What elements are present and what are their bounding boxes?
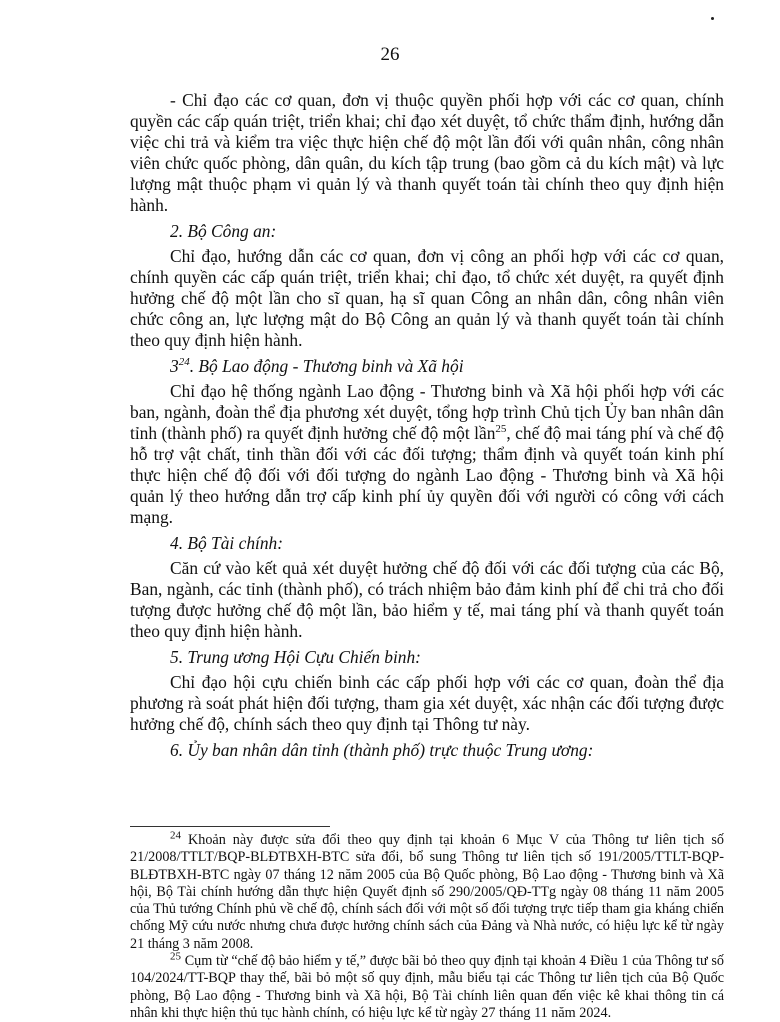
footnote-number: 25 bbox=[170, 950, 181, 963]
footnote-ref[interactable]: 25 bbox=[495, 423, 507, 436]
paragraph-text: , chế độ mai táng phí và chế độ hỗ trợ vật chất, tinh thần đối với các đối tượng; thẩm định và quyết toán kinh phí thực hiện chế độ đối với đối tượng do ngành Lao động - Thương binh và Xã hội quản lý theo hướng dẫn trợ cấp kinh phí ủy quyền đối với người có công với cách mạng. bbox=[130, 423, 724, 527]
paragraph: Chỉ đạo hội cựu chiến binh các cấp phối hợp với các cơ quan, đoàn thể địa phương rà soát phát hiện đối tượng, tham gia xét duyệt, xác nhận các đối tượng được hưởng chế độ, chính sách theo quy định tại Thông tư này. bbox=[130, 672, 724, 734]
footnote-text: Cụm từ “chế độ bảo hiểm y tế,” được bãi bỏ theo quy định tại khoản 4 Điều 1 của Thông tư số 104/2024/TT-BQP thay thế, bãi bỏ một số quy định, mẫu biểu tại các Thông tư liên tịch của Bộ Quốc phòng, Bộ Lao động - Thương binh và Xã hội, Bộ Tài chính liên quan đến việc kê khai thông tin cá nhân khi thực hiện thủ tục hành chính, có hiệu lực kể từ ngày 27 tháng 11 năm 2024. bbox=[130, 953, 724, 1021]
paragraph: - Chỉ đạo các cơ quan, đơn vị thuộc quyền phối hợp với các cơ quan, chính quyền các cấp quán triệt, triển khai; chỉ đạo xét duyệt, tổ chức thẩm định, hướng dẫn việc chi trả và kiểm tra việc thực hiện chế độ một lần đối với quân nhân, công nhân viên chức quốc phòng, dân quân, du kích tập trung (bao gồm cả du kích mật) và lực lượng mật thuộc phạm vi quản lý và thanh quyết toán tài chính theo quy định hiện hành. bbox=[130, 90, 724, 215]
footnote bbox=[130, 829, 724, 953]
footnote-divider bbox=[130, 826, 330, 827]
footnote-number: 24 bbox=[170, 829, 181, 842]
section-heading: 2. Bộ Công an: bbox=[170, 221, 277, 241]
section-heading bbox=[130, 356, 724, 377]
paragraph: Chỉ đạo, hướng dẫn các cơ quan, đơn vị công an phối hợp với các cơ quan, chính quyền các cấp quán triệt, triển khai; chỉ đạo, tổ chức xét duyệt, ra quyết định hưởng chế độ một lần cho sĩ quan, hạ sĩ quan Công an nhân dân, công nhân viên chức công an, lực lượng mật do Bộ Công an quản lý và thanh quyết toán tài chính theo quy định hiện hành. bbox=[130, 246, 724, 350]
paragraph-text: Chỉ đạo hệ thống ngành Lao động - Thương binh và Xã hội phối hợp với các ban, ngành, đoàn thể địa phương xét duyệt, tổng hợp trình Chủ tịch Ủy ban nhân dân tỉnh (thành phố) ra quyết định hưởng chế độ một lần bbox=[130, 381, 724, 443]
scan-mark bbox=[711, 17, 714, 20]
footnote-text: Khoản này được sửa đổi theo quy định tại khoản 6 Mục V của Thông tư liên tịch số 21/2008/TTLT/BQP-BLĐTBXH-BTC sửa đổi, bổ sung Thông tư liên tịch số 191/2005/TTLT-BQP-BLĐTBXH-BTC ngày 07 tháng 12 năm 2005 của Bộ Quốc phòng, Bộ Lao động - Thương binh và Xã hội, Bộ Tài chính hướng dẫn thực hiện Quyết định số 290/2005/QĐ-TTg ngày 08 tháng 11 năm 2005 của Thủ tướng Chính phủ về chế độ, chính sách đối với một số đối tượng trực tiếp tham gia kháng chiến chống Mỹ cứu nước nhưng chưa được hưởng chính sách của Đảng và Nhà nước, có hiệu lực kể từ ngày 21 tháng 3 năm 2008. bbox=[130, 832, 724, 952]
footnote bbox=[130, 950, 724, 1022]
page-number: 26 bbox=[380, 44, 400, 65]
section-heading: 4. Bộ Tài chính: bbox=[170, 533, 284, 553]
paragraph: Căn cứ vào kết quả xét duyệt hưởng chế độ đối với các đối tượng của các Bộ, Ban, ngành, các tỉnh (thành phố), có trách nhiệm bảo đảm kinh phí để chi trả cho đối tượng được hưởng chế độ một lần, bảo hiểm y tế, mai táng phí và thanh quyết toán theo quy định hiện hành. bbox=[130, 558, 724, 641]
footnote-ref[interactable]: 24 bbox=[178, 356, 190, 369]
section-heading: 6. Ủy ban nhân dân tỉnh (thành phố) trực thuộc Trung ương: bbox=[170, 740, 594, 760]
section-heading: 5. Trung ương Hội Cựu Chiến binh: bbox=[170, 647, 421, 667]
heading-text: . Bộ Lao động - Thương binh và Xã hội bbox=[189, 356, 464, 376]
footnotes bbox=[130, 829, 724, 1022]
document-body bbox=[130, 90, 724, 765]
paragraph bbox=[130, 381, 724, 528]
heading-number: 3 bbox=[170, 356, 179, 376]
